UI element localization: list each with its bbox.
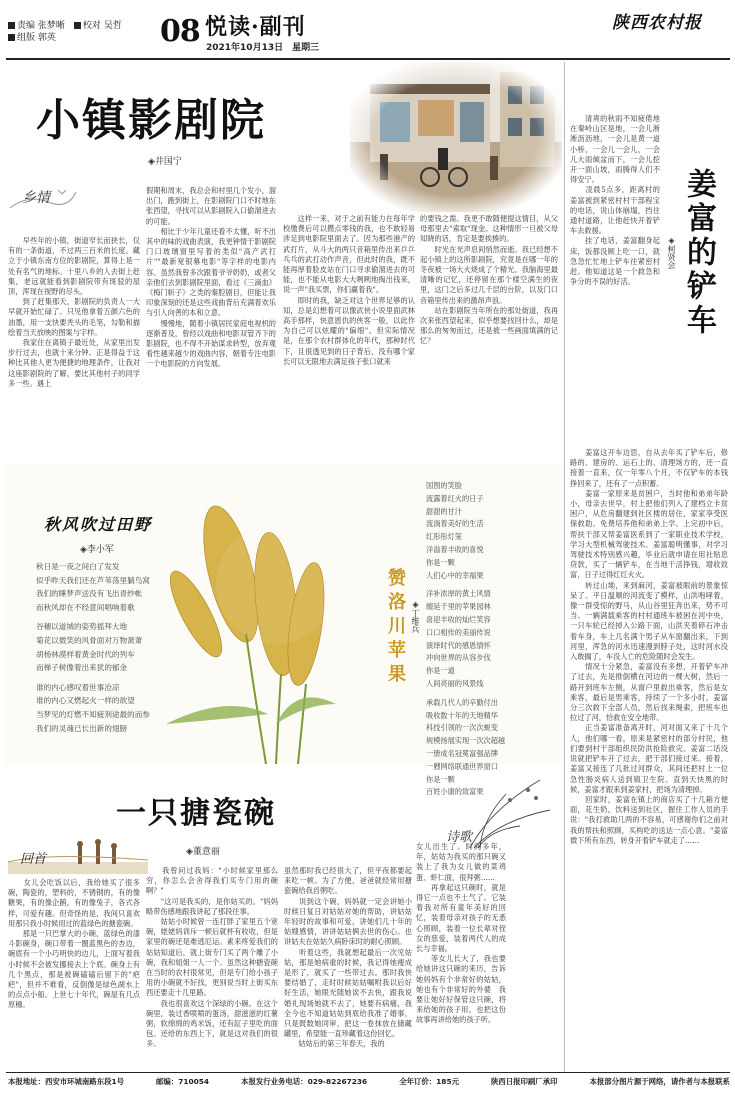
poem-line: 演绎时代的感恩情怀 xyxy=(426,640,491,650)
poem-line: 你是一道 xyxy=(426,666,455,676)
poem-line: 冲向世界的从容步伐 xyxy=(426,653,491,663)
poem-line: 喜迎丰收的灿烂笑容 xyxy=(426,614,491,624)
footer-postcode: 邮编：710054 xyxy=(156,1077,210,1086)
poem-line: 洋溢着丰收的喜悦 xyxy=(426,544,484,554)
town-street-photo xyxy=(350,62,562,212)
article1-col3: 这样一来，对于之前有能力在每年学校缴费后可以攒点零钱的我，也不敢轻易涉足到电影院里面去了。因为那些港产的武打片，从斗大的两只音箱里传出来乒乒乓乓的武打动作声音，但此时的我，既不能再厚着脸皮站在门口寻求偷溜进去的可能，也不能从电影大大咧咧地掏出钱来，说一声"我买票，你们赢着我"。 即时的我，缺乏对这个世界足够的认知，总是幻想着可以像武侠小说里面武林高手那样，快意恩仇的侠客一般，以此作为自己可以炫耀的"偏细"。但实际情况是，在那个农村群体化的年代，那种时代下，且很透见到的日子背后，没有哪个家长可以无限地去满足孩子张口就来 xyxy=(283,214,415,366)
poem-line: 甜甜的甘汁 xyxy=(426,506,462,516)
poem-line: 洋补浓厚的黄土风情 xyxy=(426,589,491,599)
section-title: 悦读·副刊 xyxy=(205,14,306,40)
article5-title: 一只搪瓷碗 xyxy=(116,796,276,831)
article3-poem xyxy=(36,560,236,735)
article5-col4: 女儿出生了。时间多年，年，姑姑为我买的那只碗又装上了我为女儿做的菜鸡蛋、虾仁面，很拜粥…… 再拿起这只碗时，就是得它一点也不土气了。它装着我对所有童年美好的回忆，装着母亲对孩子的无悉心照顾，装着一位长辈对侄女的慈爱，装着两代人的成长与幸福。 等女儿长大了，我也要给她讲这只碗的来历，告诉她妈妈有个非常好的姑姑，她也有个非常好的外婆 我要让她好好保管这只碗，将来给她的孩子用，也把这份故事再讲给她的孩子听。 xyxy=(416,842,506,1025)
article4-poem xyxy=(426,480,560,799)
poem-line: 而梯子树像着出来犹的郁金 xyxy=(36,663,128,673)
article2-author: ◈柯贤会 xyxy=(667,236,676,269)
tag-poetry-label: 诗歌 xyxy=(446,830,473,845)
page-number: 08 xyxy=(160,14,200,49)
footer-price: 全年订价：185元 xyxy=(399,1077,459,1086)
poem-line: 承载几代人的辛勤付出 xyxy=(426,697,498,707)
editor-credits: 责编 张梦晰 校对 吴哲 组版 郭英 xyxy=(8,20,158,44)
poem-line: 口口相传的美丽传说 xyxy=(426,627,491,637)
poem-line: 百姓小康的致富果 xyxy=(426,787,484,797)
footer-address: 本报地址：西安市环城南路东段1号 xyxy=(8,1077,125,1086)
poem-line: 菊花以微笑的风骨面对万物萧萧 xyxy=(36,635,143,645)
article5-col2: 我曾问过我妈："小时候家里那么穷，你怎么会舍得我们买专门用的碗啊？" "这可是我买的，是你姑买的。"妈妈略带伤感地跟我讲起了那段往事。 姑姑小时候曾一连打胖了家里五个宽碗，姥姥妈训斥一顿后就杯有收收，但是家里的碗还是难逃厄运。素来疼爱我们的姑姑知道后，就上街专门买了两个雕了小碗，我和姐姐一人一个。虽然这种搪瓷碗在当时的农村很常见，但是专门给小孩子用的小碗就不好找，更别说当时上街买东西还要走十几里路。 我也很喜欢这个深绿的小碗。在这个碗里，装过香喷喷的蛋汤，甜滋滋的红薯粥，软绵绵的鸡米饭，还有缸子里吃的面包。还给的东西上下，就是这对我们的很多。 xyxy=(146,866,278,1049)
poem-line: 你是一颗 xyxy=(426,557,455,567)
article5-col3: 虽然那时我已经很大了，但平夜都要起来吃一顿。为了方便，爸爸就经常用搪瓷碗给我舀粥吃。 说到这个碗，妈妈就一定会讲她小时候日复日对姑姑对她的帮助，讲姑姑年轻时的故事和可爱，讲她们几十年的姑嫂感情，讲讲姑姑俩去世的伤心。也讲姑夫在姑姑久病卧床时的耐心照顾。 听着这些，我就想起最后一次见姑姑，那是她病重的时候，我记得她痩成是形了，就买了一些带过去。那时我快要结婚了，走时时候姑姑嘱咐我以后好好生活，她眼光随她诶不去快，跟我说婚礼现场她就不去了，她要有病痛，我全今也不知道姑姑到底给我准了婚事，只是既数她同审，把这一卷抹放在储藏罐里，希望能一直珍藏着这份回忆。 姑姑后的第三年春天，我的 xyxy=(284,866,412,1049)
article3-title: 秋风吹过田野 xyxy=(44,515,153,534)
poem-line: 流露着红火的日子 xyxy=(426,493,484,503)
footer-printer: 陕西日报印刷厂承印 xyxy=(490,1077,558,1086)
poem-line: 流淌着美好的生活 xyxy=(426,519,484,529)
footer xyxy=(8,1076,730,1087)
poem-line: 人间亮丽的风景线 xyxy=(426,678,484,688)
poem-line: 一册成名冠冕富强品牌 xyxy=(426,748,498,758)
article1-col2: 假期和周末，我总会和村里几个发小，溜出门，跑到街上，在影剧院门口不时地东张西望，寻找可以从影剧院入口偷溜进去的可能。 相比于少年儿童还看不太懂，听不出其中的味的戏曲表演，我更钟情于影剧院门口玻璃窗里写着的类似"高产武打片""最新宽银幕电影"等字样的电影内容。虽然我曾多次跟着爷爷奶奶，或者父亲他们去到影剧院里面，看过《三滴血》《梅门斩子》之类的秦腔剧目，但能让我印象深刻的还是这些戏曲背后充满着欢乐与引人向善的本和立意。 慢慢地，随着小镇居民家庭电视机的逐渐普及，曾经以戏曲和电影双管齐下的影剧院，也不得不开始谋求转型，放弃观看性越来越少的戏曲内容，朝着专注电影一个电影院的方向发展。 xyxy=(146,186,276,369)
footer-divider xyxy=(6,1072,730,1073)
poem-line: 似乎昨天我们还在芦苇荡里躺鸟窝 xyxy=(36,575,150,585)
poem-line: 规模扬展实现一次次超越 xyxy=(426,736,506,746)
poem-line: 谷穗以道城的姿势摇拜大地 xyxy=(36,622,128,632)
poem-line: 你是一颗 xyxy=(426,774,455,784)
article3-author: ◈李小军 xyxy=(80,545,114,555)
poem-line: 红彤彤灯笼 xyxy=(426,532,462,542)
article2-main: 姜富这开车边思，自从去年买了铲车后，修路的、建房的、运石上的、清理场方的，还一直接着一直来，仅一年零八个月，不仅铲车的本钱挣回来了，还有了一点积蓄。 姜富一家原来是贫困户，当时他和弟弟年龄小，母亲去世早，村上把他们列入了建档立卡贫困户，从危房翻建到社区楼的居住，家家享受医保救助。免费培养他和弟弟上学。上完初中后，帮扶干部又帮姜富医系到了一家职业技术学校，学习大型机械驾驶技术。姜富聪明懂事，对学习驾驶技术特别感兴趣，毕业后就申请在用社贴息贷款，买了一辆铲车，在当地干活挣钱，增收致富，日子过得红红火火。 转过山坳，来到麻河，姜富被眼前的景象惊呆了。平日温顺的河流变了模样，山洪咆哮着，像一群受惊的野马，从山谷里狂奔出来，势不可当。一辆满载乘客的村村通班车被困在河中央，一只车轮已经掉入公路下面，山洪夹着碎石冲击着车身，车上几名满个男子从车窗翻出来，下到河里，浑急的河水迅速漫到脖子处，这时河水没入敢搁了，车没人亡的危险随时会发生。 情况十分紧急，姜富没有多想，开着铲车冲了过去，先是推倒横在河边的一棵大树，然后一路开到班车左侧，从窗户里救出乘客，然后是女乘客，最后是男乘客，持续了一个多小时，姜富分三次救下全部人员，然后找来绳索，把班车也拉过了河，恰救在安全地带。 正当姜富准备离开时，河对面又来了十几个人，他们哪一看，原来是紧密村的部分村民，他们要到村干部组织民防洪抢险救灾。姜富二话没说就把铲车开了过去，把干部们接过来。接着，姜富又接连了几批过河群众，其间还把村上一位急性肠炎病人送到镇卫生院。直到天快黑的时候，姜富才跟来到姜家村，把场为清理掉。 回家时，姜富在镇上的商店买了十几箱方便面，花生奶，饮料送到社区，握住工作人员的手说："我打救助几两的不容易，可感谢你们之前对我的帮扶和照顾，买构吃的送达一点心意。"姜富微下所有东西，转身开着铲车就走了…… xyxy=(570,448,728,845)
article5-author: ◈董意丽 xyxy=(186,847,220,857)
poem-line: 一艘网络联通世界窗口 xyxy=(426,761,498,771)
article2-title: 姜富的铲车 xyxy=(681,168,716,338)
poem-line: 秋日是一夜之间白了发发 xyxy=(36,562,120,571)
poem-line: 吸收数十年的天地精华 xyxy=(426,710,498,720)
poem-line: 谁的内心又燃起火一样的欲望 xyxy=(36,696,135,706)
article2-col1: 清爽的秋雨不知疲倦地在秦岭山区是地，一会儿淅淅沥沥地，一会儿是黄一道小桥，一会儿一会儿，一会儿大雨倾盆而下，一会儿挖开一面山坡，雨腾得人们不得安宁。 凌晨5点多，距离村的姜富被到紧密村村干部程宝的电话，说山体崩塌，挡住通村道路，让他赶快开着铲车去救援。 挂了电话，姜富翻身起床，饭都没顾上吃一口，就急急忙忙地上铲车往紧密村赶。他知道这是一个救急和争分的不误的好活。 xyxy=(570,114,660,287)
article4-title: 赞洛川苹果 xyxy=(385,568,406,688)
footer-hotline: 本报发行业务电话：029-82267236 xyxy=(241,1077,368,1086)
article4-author: ◈丁维兵 xyxy=(411,600,420,633)
poem-line: 而秋风却在不经意间唱响着歌 xyxy=(36,602,135,612)
poem-line: 缠延千里的苹果园林 xyxy=(426,602,491,612)
tag-memory-label: 回首 xyxy=(20,852,47,867)
poem-line: 科技引领的一次次蜕变 xyxy=(426,723,498,733)
poem-line: 谁的内心感叹着世事沧凉 xyxy=(36,682,120,692)
article1-col1: 早些年的小镇，街道窄长而狭长，仅有的一条街道，不过两三百米的长度。藏立于小镇东南方位的影剧院，算得上是一处有名气的地标。十里八乡的人去街上赶集，老远就能看到影剧院带有斑驳的屋顶，浑现在视野的尽头。 到了赶集那天，影剧院的负责人一大早就开始忙碌了。只见他拿着五颜六色的油墨，用一支快要秃头的毛笔，勾勒和描绘着当天放映的图案与字样。 我家住在离镇子最近处，从家里出发步行过去，也就十来分钟。正是得益于这种比其他人更为便捷的地理条件，让我对这座影剧院的了解，要比其他村子的同学多一些。遇上 xyxy=(8,236,140,388)
masthead-logo: 陕西农村报 xyxy=(612,13,702,33)
poem-line: 我们的睡梦声送没有飞出青纱帐 xyxy=(36,589,143,599)
poem-line: 我们的灵魂已长出新的翅膀 xyxy=(36,723,128,733)
right-column-divider xyxy=(564,62,565,1072)
issue-date: 2021年10月13日 星期三 xyxy=(206,43,320,53)
poem-line: 国图的笑脸 xyxy=(426,481,462,490)
poem-line: 胡杨林漠样着黄金时代的列车 xyxy=(36,649,135,659)
article1-col4: 的要钱之需。我更不敢随便提这情目，从父母那里去"索取"现金。这种情形一旦被父母知晓的话，肯定是要挨揍的。 时光在光声息间悄然而逝。我已经想不起小镇上的这所影剧院，究竟是在哪一年的冬夜被一场大火烧成了个精光。我脑海里最清晰的记忆，还停留在那个楼空满生的夜里，这门之后多过几千层的台阶，以及门口音箱里传出来的激昂声浪。 站在影剧院当年所在的那处街道，我再次来张西望起来，似乎想要找回什么，却是那么的匆匆而过，还是被一些画面填满的记忆？ xyxy=(420,214,558,346)
article5-col1: 女儿会吃饭以后，我给她买了很多碗，陶瓷的，塑料的，不锈钢的，有的像糖果，有的像企鹅，有的像兔子，各式各样，可爱有趣。但奇怪的是，我间只喜欢用那只我小时候用过的蓝绿色的搪瓷碗。 那是一只巴掌大的小碗，蓝绿色的漆斗影碗身，碗口带着一圈蓝黑色的杏边，碗底有一个小巧明快的边儿，上面写着我小时候不会被发挪接去上个底。碗身上有几个黑点，那是被碗磕磕后留下的"疤疤"，但并不难看，反倒像是绿色湖水上的点点小船。上世七十年代，碗屋有几点原穗。 xyxy=(8,878,140,1010)
poem-line: 当梦见的灯燃不知疲剂途最的而参 xyxy=(36,709,150,719)
article1-author: ◈井国宁 xyxy=(148,157,182,167)
article1-title: 小镇影剧院 xyxy=(36,95,266,146)
poem-line: 人们心中的幸福果 xyxy=(426,570,484,580)
footer-notice: 本报部分图片源于网络，请作者与本报联系 xyxy=(589,1077,730,1086)
header-divider xyxy=(6,58,730,60)
tag-hometown-label: 乡情 xyxy=(22,190,50,206)
